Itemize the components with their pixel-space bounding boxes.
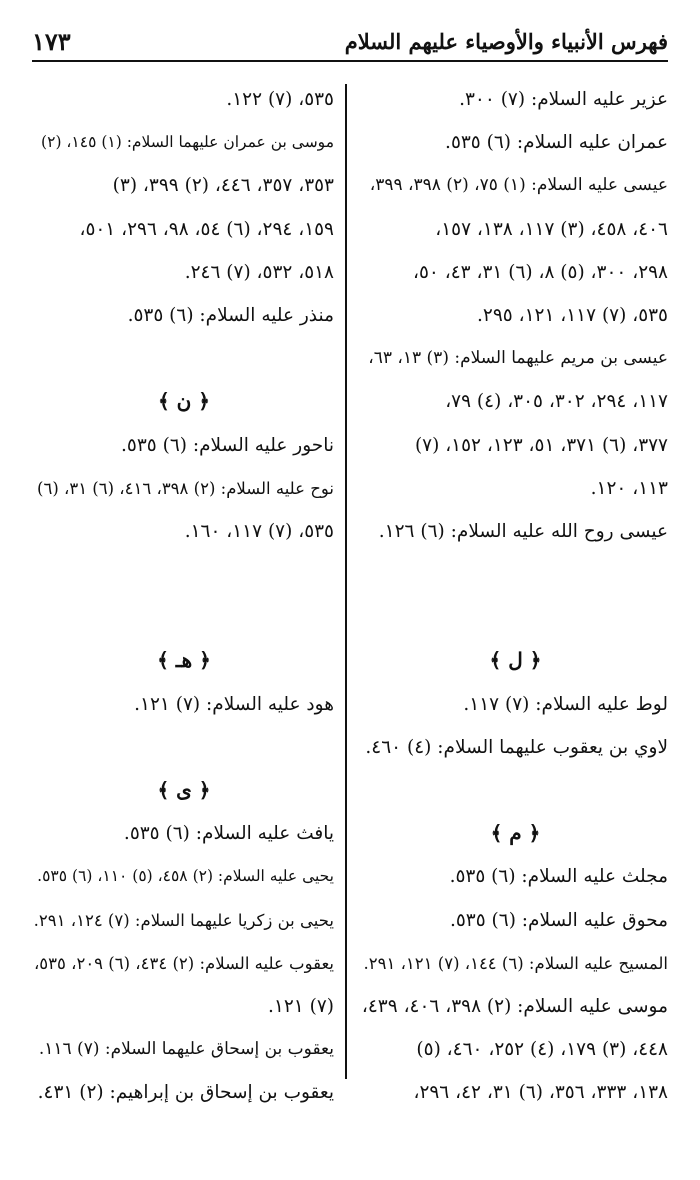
index-entry-line: ٢٩٨، ٣٠٠، (٥) ٨، (٦) ٣١، ٤٣، ٥٠، [413,261,668,283]
spacer [363,769,668,812]
index-entry-line: عيسى بن مريم عليهما السلام: (٣) ١٣، ٦٣، [368,348,668,369]
index-entry-line: عيسى عليه السلام: (١) ٧٥، (٢) ٣٩٨، ٣٩٩، [369,175,668,196]
spacer [34,596,334,639]
index-entry-line: يعقوب بن إسحاق عليهما السلام: (٧) ١١٦. [38,1039,334,1060]
spacer [34,337,334,380]
index-entry-line: يحيى بن زكريا عليهما السلام: (٧) ١٢٤، ٢٩١. [33,910,334,930]
spacer [34,726,334,769]
spacer [34,553,334,596]
spacer [363,553,668,596]
index-entry-line: ١٥٩، ٢٩٤، (٦) ٥٤، ٩٨، ٢٩٦، ٥٠١، [79,218,334,240]
index-entry-line: ٥٣٥، (٧) ١٢٢. [226,89,334,110]
index-entry-line: هود عليه السلام: (٧) ١٢١. [134,693,334,715]
index-entry-line: يحيى عليه السلام: (٢) ٤٥٨، (٥) ١١٠، (٦) ٥٣٥. [37,867,334,886]
index-entry-line: لوط عليه السلام: (٧) ١١٧. [463,693,668,715]
index-entry-line: ٣٧٧، (٦) ٣٧١، ٥١، ١٢٣، ١٥٢، (٧) [414,434,668,456]
index-entry-line: محوق عليه السلام: (٦) ٥٣٥. [449,909,668,931]
index-entry-line: ١٣٨، ٣٣٣، ٣٥٦، (٦) ٣١، ٤٢، ٢٩٦، [413,1082,668,1104]
index-entry-line: ٥٣٥، (٧) ١١٧، ١٦٠. [184,520,334,542]
index-entry-line: يعقوب بن إسحاق بن إبراهيم: (٢) ٤٣١. [37,1082,334,1104]
index-entry-line: ٣٥٣، ٣٥٧، ٤٤٦، (٢) ٣٩٩، (٣) [112,175,334,197]
index-entry-line: ١١٧، ٢٩٤، ٣٠٢، ٣٠٥، (٤) ٧٩، [445,391,668,413]
index-entry-line: موسى بن عمران عليهما السلام: (١) ١٤٥، (٢) [41,133,334,152]
page-number: ١٧٣ [32,26,71,56]
index-entry-line: مجلث عليه السلام: (٦) ٥٣٥. [449,866,668,888]
index-entry-line: ٤٠٦، ٤٥٨، (٣) ١١٧، ١٣٨، ١٥٧، [435,218,668,240]
index-entry-line: ناحور عليه السلام: (٦) ٥٣٥. [121,434,334,456]
index-entry-line: يافث عليه السلام: (٦) ٥٣٥. [123,823,334,845]
spacer [363,596,668,639]
index-entry-line: (٧) ١٢١. [268,995,334,1017]
letter-heading: ﴿ م ﴾ [490,821,541,846]
column-divider [345,84,347,1079]
letter-heading: ﴿ ن ﴾ [157,389,211,414]
index-entry-line: المسيح عليه السلام: (٦) ١٤٤، (٧) ١٢١، ٢٩١. [363,953,668,973]
letter-heading: ﴿ ل ﴾ [489,648,542,673]
index-entry-line: يعقوب عليه السلام: (٢) ٤٣٤، (٦) ٢٠٩، ٥٣٥، [33,953,334,973]
index-entry-line: عزير عليه السلام: (٧) ٣٠٠. [459,89,668,110]
index-entry-line: موسى عليه السلام: (٢) ٣٩٨، ٤٠٦، ٤٣٩، [361,995,668,1017]
index-entry-line: ٥١٨، ٥٣٢، (٧) ٢٤٦. [184,261,334,283]
index-entry-line: نوح عليه السلام: (٢) ٣٩٨، ٤١٦، (٦) ٣١، (٦) [37,478,334,498]
index-entry-line: عمران عليه السلام: (٦) ٥٣٥. [445,132,668,154]
index-entry-line: ٥٣٥، (٧) ١١٧، ١٢١، ٢٩٥. [477,304,668,326]
index-column-left [34,78,334,1115]
index-entry-line: ٤٤٨، (٣) ١٧٩، (٤) ٢٥٢، ٤٦٠، (٥) [416,1039,668,1061]
index-entry-line: ١١٣، ١٢٠. [590,477,668,499]
index-entry-line: لاوي بن يعقوب عليهما السلام: (٤) ٤٦٠. [365,736,668,758]
running-title: فهرس الأنبياء والأوصياء عليهم السلام [344,28,668,54]
page-header [32,22,668,62]
letter-heading: ﴿ ى ﴾ [157,778,211,802]
index-entry-line: منذر عليه السلام: (٦) ٥٣٥. [127,304,334,326]
letter-heading: ﴿ هـ ﴾ [157,648,211,673]
index-column-right [363,78,668,1115]
index-entry-line: عيسى روح الله عليه السلام: (٦) ١٢٦. [378,520,668,542]
